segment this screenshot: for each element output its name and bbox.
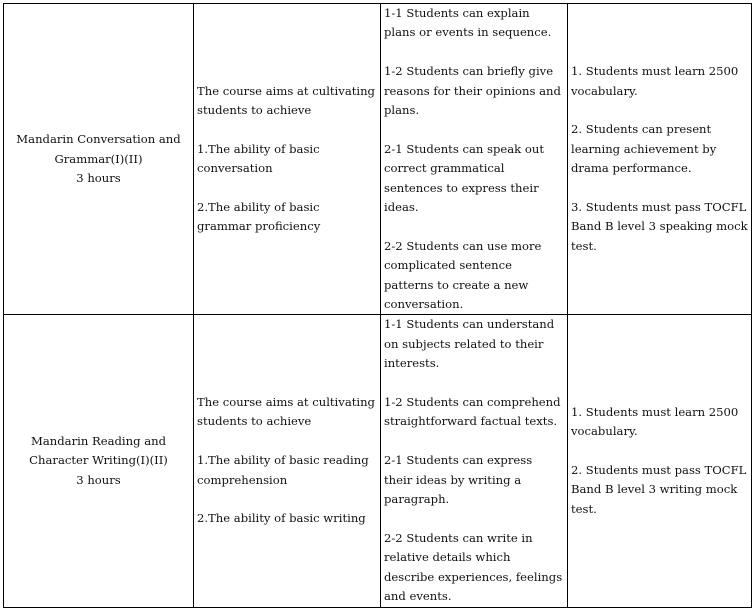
learning-outcomes-cell [381,315,568,607]
outcome-item: 1-1 Students can explain plans or events in sequence. [384,6,552,40]
aims-intro: The course aims at cultivating students to achieve [197,83,375,118]
course-name-line: Mandarin Conversation and [16,132,181,147]
learning-outcomes-cell [381,4,568,315]
course-aims-cell [194,4,381,315]
course-name-line: Character Writing(I)(II) [29,453,168,468]
course-name-cell [4,315,194,607]
requirement-item: 2. Students must pass TOCFL Band B level 3 writing mock test. [571,462,747,516]
requirement-item: 2. Students can present learning achievement by drama performance. [571,122,717,176]
outcome-item: 2-2 Students can write in relative details which describe experiences, feelings and events. [384,530,563,604]
aims-item: 2.The ability of basic grammar proficiency [197,200,321,234]
outcome-item: 2-2 Students can use more complicated sentence patterns to create a new conversation. [384,238,542,312]
outcome-item: 1-1 Students can understand on subjects related to their interests. [384,317,555,371]
course-aims-cell [194,315,381,607]
aims-item: 1.The ability of basic reading comprehension [197,453,369,487]
aims-intro: The course aims at cultivating students to achieve [197,395,375,429]
outcome-item: 2-1 Students can speak out correct grammatical sentences to express their ideas. [384,141,544,215]
requirement-item: 1. Students must learn 2500 vocabulary. [571,404,739,439]
outcome-item: 2-1 Students can express their ideas by writing a paragraph. [384,453,533,507]
aims-item: 1.The ability of basic conversation [197,141,320,176]
course-hours: 3 hours [76,472,121,487]
requirements-cell [568,4,752,315]
table-row [4,315,752,607]
requirements-cell [568,315,752,607]
course-name-line: Mandarin Reading and [31,433,166,448]
course-name-line: Grammar(I)(II) [54,151,143,166]
requirement-item: 1. Students must learn 2500 vocabulary. [571,64,739,98]
course-hours: 3 hours [76,170,121,185]
outcome-item: 1-2 Students can briefly give reasons for their opinions and plans. [384,64,561,118]
table-row [4,4,752,315]
aims-item: 2.The ability of basic writing [197,511,366,526]
course-table [3,3,752,608]
outcome-item: 1-2 Students can comprehend straightforward factual texts. [384,395,561,429]
course-name-cell [4,4,194,315]
requirement-item: 3. Students must pass TOCFL Band B level 3 speaking mock test. [571,200,748,253]
